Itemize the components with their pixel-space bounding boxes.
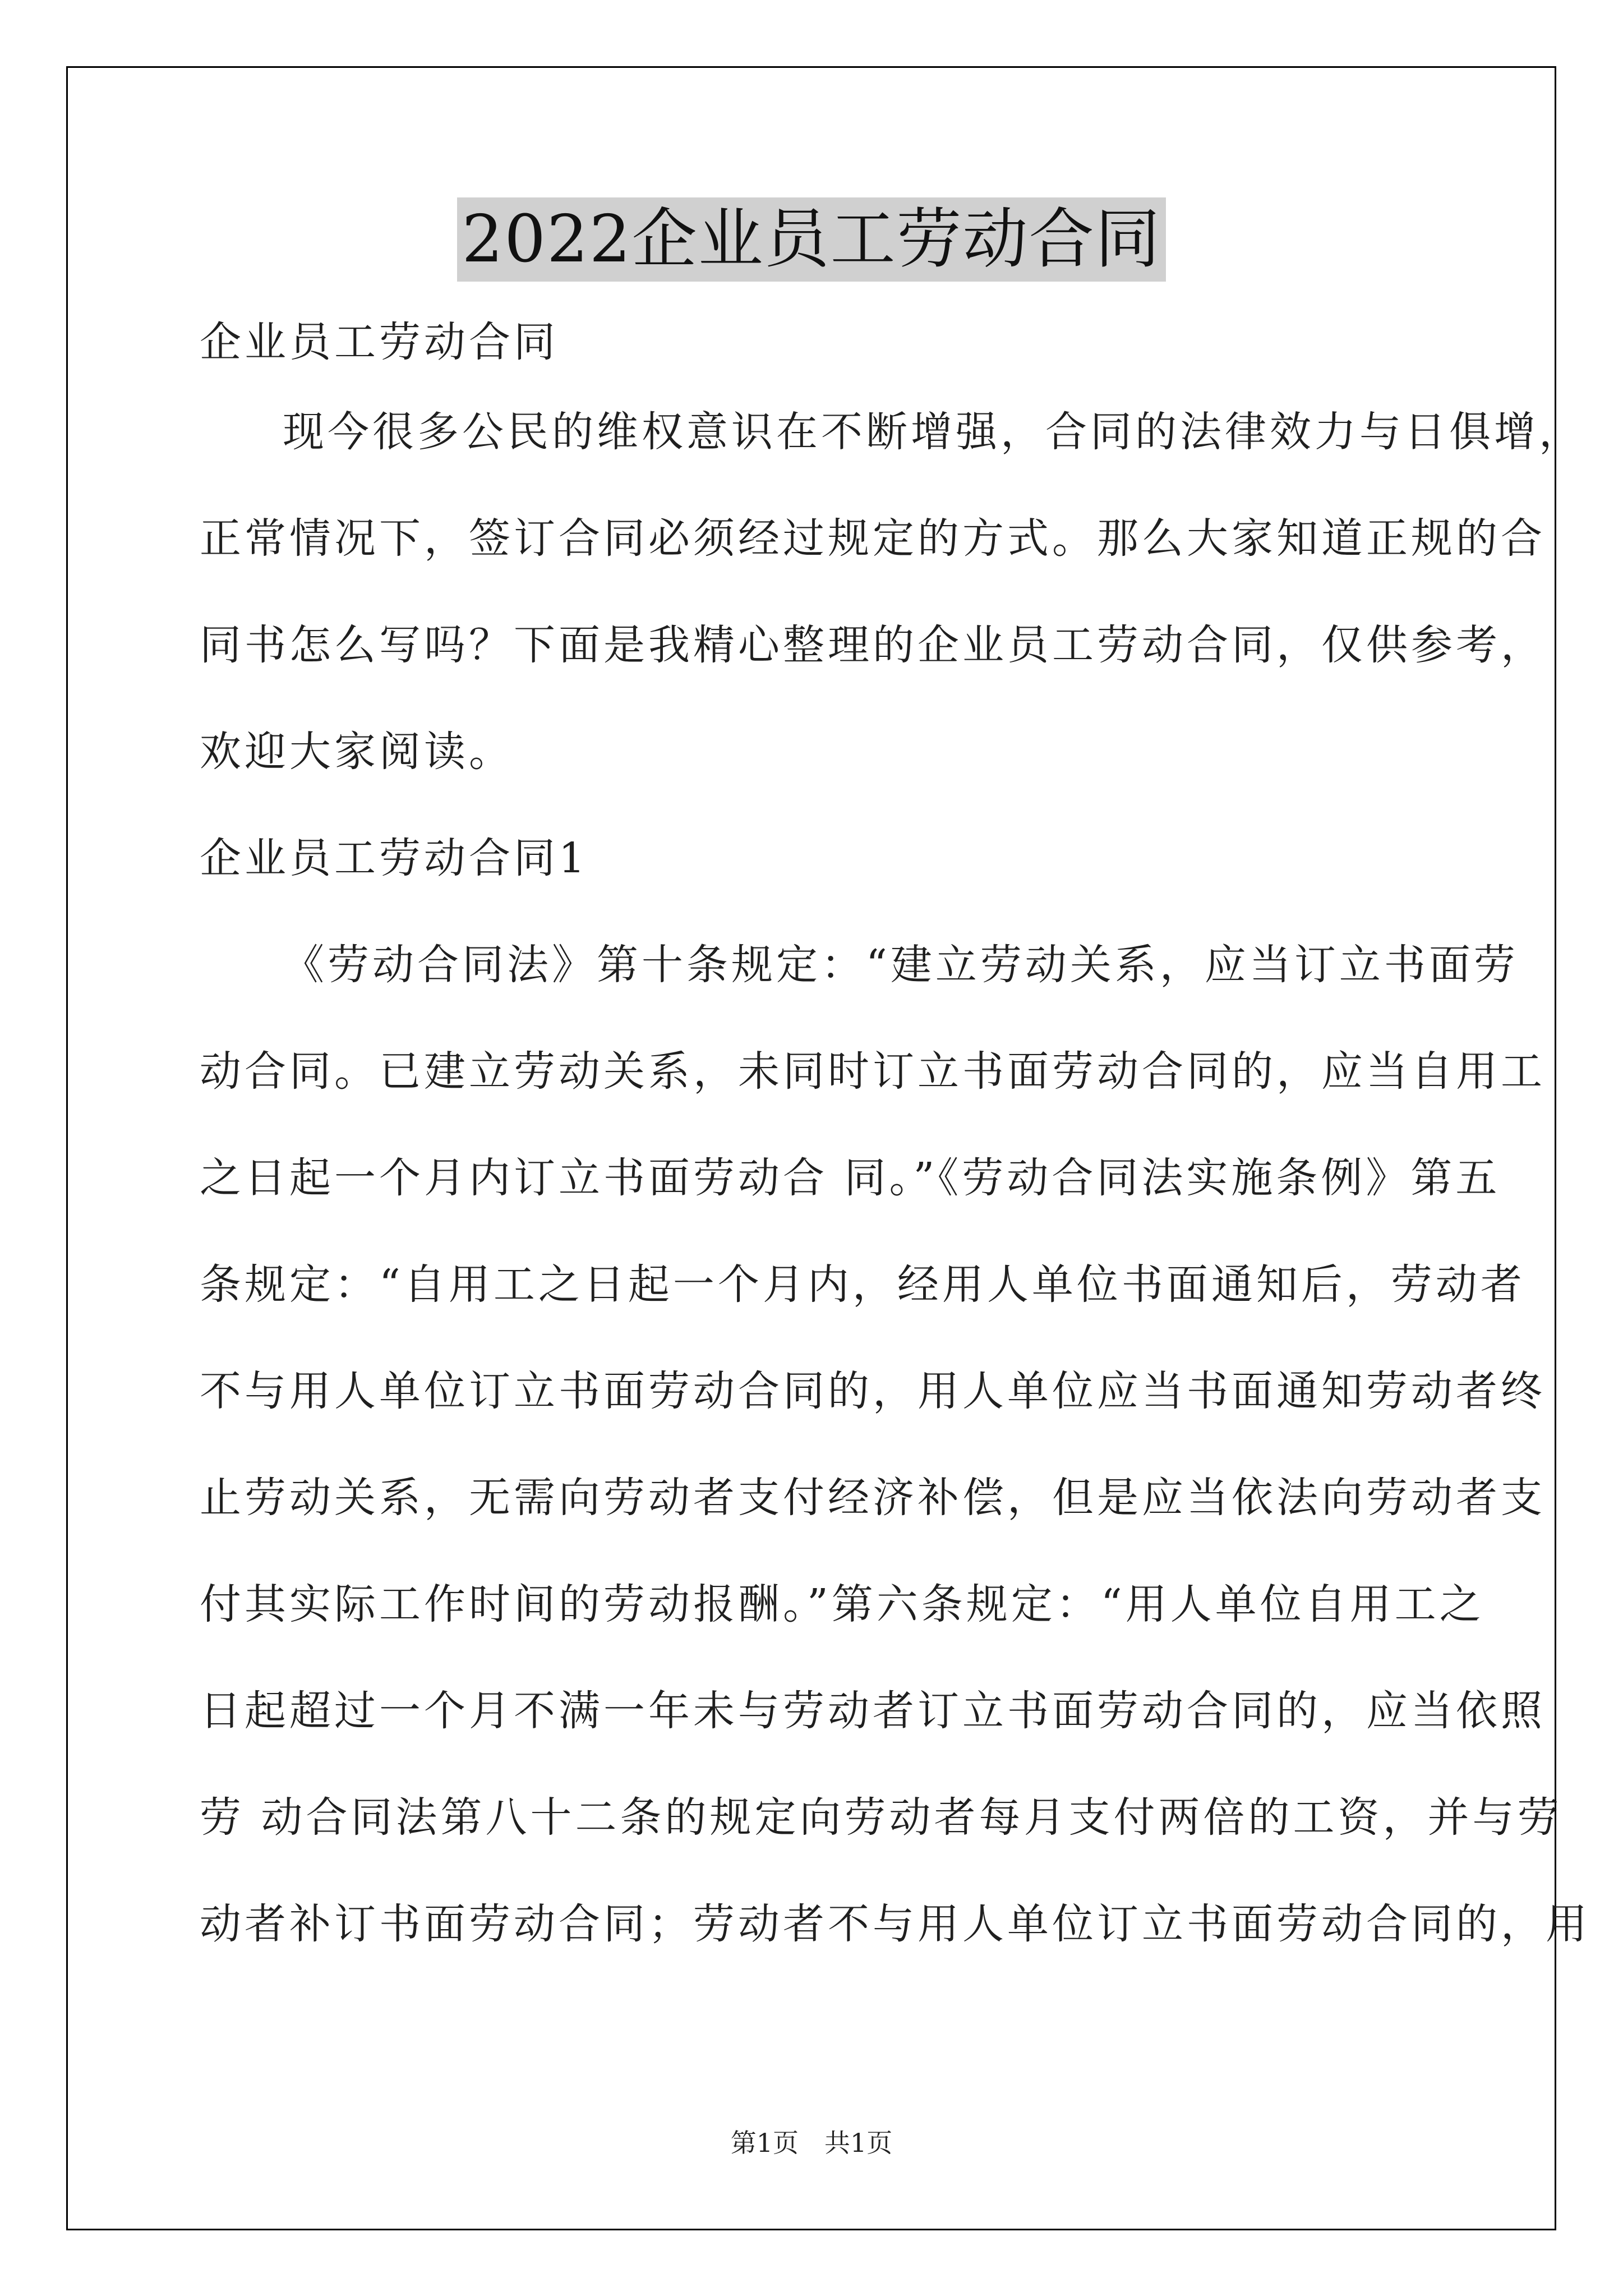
- document-heading: 企业员工劳动合同: [200, 318, 559, 366]
- document-body: [200, 303, 1590, 1977]
- section-line-6: 止劳动关系，无需向劳动者支付经济补偿，但是应当依法向劳动者支: [200, 1474, 1546, 1522]
- title-container: [0, 197, 1623, 282]
- section-line-5: 不与用人单位订立书面劳动合同的，用人单位应当书面通知劳动者终: [200, 1367, 1546, 1415]
- section-line-9: 劳 动合同法第八十二条的规定向劳动者每月支付两倍的工资，并与劳: [200, 1793, 1562, 1842]
- document-title: 2022企业员工劳动合同: [457, 197, 1165, 282]
- section-line-2: 动合同。已建立劳动关系，未同时订立书面劳动合同的，应当自用工: [200, 1047, 1546, 1096]
- intro-line-1: 现今很多公民的维权意识在不断增强，合同的法律效力与日俱增，: [283, 408, 1584, 456]
- section-line-7: 付其实际工作时间的劳动报酬。”第六条规定：“用人单位自用工之: [200, 1580, 1484, 1628]
- intro-line-4: 欢迎大家阅读。: [200, 728, 514, 776]
- page-footer: [0, 2126, 1623, 2160]
- intro-line-3: 同书怎么写吗？下面是我精心整理的企业员工劳动合同，仅供参考，: [200, 621, 1546, 669]
- intro-line-2: 正常情况下，签订合同必须经过规定的方式。那么大家知道正规的合: [200, 514, 1546, 563]
- section-line-3: 之日起一个月内订立书面劳动合 同。”《劳动合同法实施条例》第五: [200, 1154, 1501, 1202]
- section-line-8: 日起超过一个月不满一年未与劳动者订立书面劳动合同的，应当依照: [200, 1687, 1546, 1735]
- section-line-1: 《劳动合同法》第十条规定：“建立劳动关系，应当订立书面劳: [283, 941, 1519, 989]
- page-number: 第1页 共1页: [730, 2128, 893, 2158]
- section-line-4: 条规定：“自用工之日起一个月内，经用人单位书面通知后，劳动者: [200, 1260, 1525, 1309]
- section-heading: 企业员工劳动合同1: [200, 834, 589, 882]
- section-line-10: 动者补订书面劳动合同；劳动者不与用人单位订立书面劳动合同的，用: [200, 1900, 1590, 1948]
